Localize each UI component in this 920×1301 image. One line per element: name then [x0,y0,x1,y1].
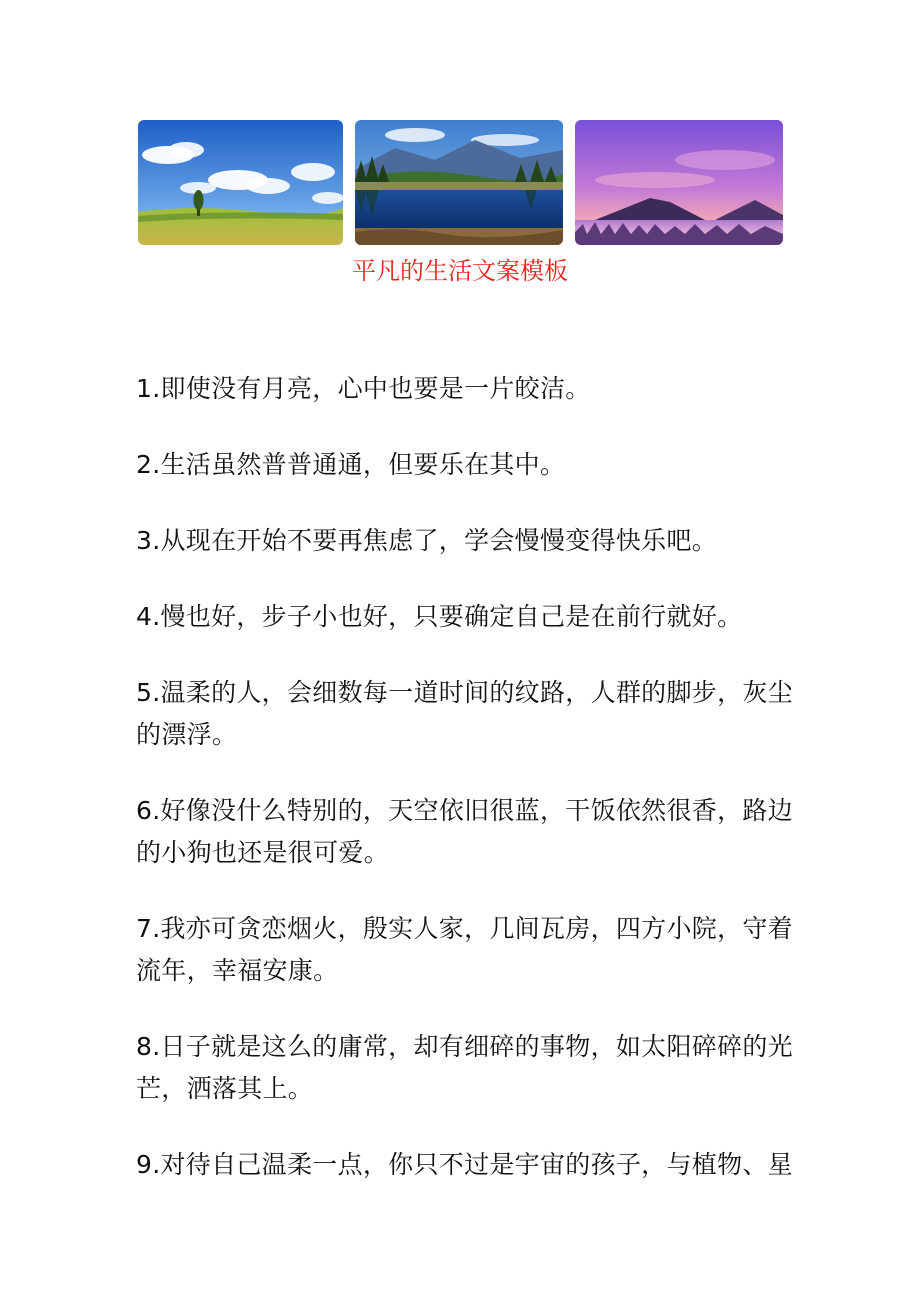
item-text: .即使没有月亮，心中也要是一片皎洁。 [152,374,591,403]
item-number: 3 [136,526,153,555]
mountain-lake-image [355,120,563,245]
item-number: 6 [136,796,153,825]
item-text: .生活虽然普普通通，但要乐在其中。 [152,450,566,479]
item-number: 7 [136,914,153,943]
banner-images [138,120,784,245]
list-item [136,520,796,562]
item-text: .慢也好，步子小也好，只要确定自己是在前行就好。 [152,602,743,631]
item-number: 1 [136,374,153,403]
item-text: .好像没什么特别的，天空依旧很蓝，干饭依然很香，路边的小狗也还是很可爱。 [136,796,793,867]
item-number: 9 [136,1150,153,1179]
item-number: 8 [136,1032,153,1061]
item-text: .日子就是这么的庸常，却有细碎的事物，如太阳碎碎的光芒，洒落其上。 [136,1032,793,1103]
list-item [136,444,796,486]
item-number: 4 [136,602,153,631]
list-item [136,596,796,638]
list-item [136,1026,796,1110]
list-item [136,368,796,410]
list-item [136,1144,796,1186]
item-number: 5 [136,678,153,707]
item-text: .对待自己温柔一点，你只不过是宇宙的孩子，与植物、星 [152,1150,793,1179]
item-text: .温柔的人，会细数每一道时间的纹路，人群的脚步，灰尘的漂浮。 [136,678,793,749]
item-number: 2 [136,450,153,479]
list-item [136,790,796,874]
list-item [136,908,796,992]
list-item [136,672,796,756]
sky-meadow-image [138,120,343,245]
quote-list [136,368,796,1220]
item-text: .我亦可贪恋烟火，殷实人家，几间瓦房，四方小院，守着流年，幸福安康。 [136,914,793,985]
page-title: 平凡的生活文案模板 [352,257,568,285]
item-text: .从现在开始不要再焦虑了，学会慢慢变得快乐吧。 [152,526,718,555]
purple-sunset-image [575,120,783,245]
